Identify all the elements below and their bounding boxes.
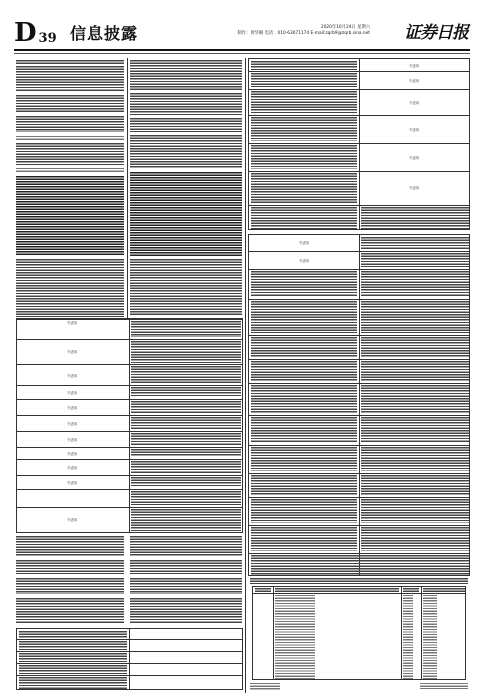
table-row-divider (17, 385, 243, 386)
masthead (14, 18, 470, 48)
table-row-divider (17, 507, 243, 508)
disclosure-table-bottom (16, 628, 243, 690)
text-block (250, 683, 280, 691)
table-text (19, 641, 127, 650)
table-text (251, 207, 357, 229)
table-text (251, 337, 357, 357)
table-cell: 不适用 (408, 156, 420, 160)
text-block (16, 60, 124, 64)
table-cell: 不适用 (408, 64, 420, 68)
table-cell: 不适用 (408, 101, 420, 105)
masthead-rule (14, 49, 470, 51)
table-row-divider (249, 269, 470, 270)
table-row-divider (249, 359, 470, 360)
text-block (16, 578, 124, 594)
table-text (361, 417, 469, 443)
disclosure-table-left (16, 318, 243, 533)
text-block (16, 168, 124, 172)
table-text (131, 366, 241, 384)
date-line: 2020年10月24日 星期六 (320, 25, 370, 30)
text-block (250, 578, 468, 584)
table-row-divider (17, 319, 243, 320)
table-row-divider (17, 475, 243, 476)
table-row-divider (17, 339, 243, 340)
table-row-divider (249, 205, 470, 206)
table-text (423, 595, 437, 679)
table-text (19, 653, 127, 662)
text-block (130, 118, 242, 132)
table-text (361, 475, 469, 495)
table-row-divider (249, 553, 470, 554)
column-divider (127, 58, 128, 320)
table-divider (273, 587, 274, 680)
table-divider (401, 587, 402, 680)
table-text (251, 527, 357, 551)
table-text (131, 341, 241, 363)
table-row-divider (249, 473, 470, 474)
table-text (251, 173, 357, 203)
table-row-divider (17, 415, 243, 416)
text-block (16, 598, 124, 624)
table-text (255, 588, 271, 592)
text-block (130, 560, 242, 574)
table-text (251, 555, 469, 575)
table-row-divider (17, 447, 243, 448)
masthead-meta (237, 25, 370, 37)
table-text (131, 417, 241, 429)
text-block (130, 172, 242, 256)
table-row-divider (249, 251, 470, 252)
table-cell: 不适用 (66, 350, 78, 354)
table-row-divider (17, 675, 243, 676)
table-cell: 不适用 (66, 374, 78, 378)
table-text (361, 499, 469, 523)
table-text (251, 385, 357, 413)
table-cell: 不适用 (66, 422, 78, 426)
page-letter: D (14, 18, 37, 48)
table-text (131, 433, 241, 445)
text-block (16, 560, 124, 574)
table-text (251, 475, 357, 495)
table-text (251, 361, 357, 381)
table-text (251, 271, 357, 297)
table-row-divider (249, 89, 470, 90)
text-block (16, 66, 124, 92)
table-text (251, 145, 357, 169)
table-cell: 不适用 (408, 79, 420, 83)
table-row-divider (249, 497, 470, 498)
table-cell: 不适用 (66, 406, 78, 410)
table-cell: 不适用 (66, 466, 78, 470)
table-text (361, 447, 469, 471)
text-block (130, 578, 242, 594)
table-text (131, 387, 241, 397)
text-block (130, 93, 242, 115)
text-block (16, 116, 124, 132)
text-block (16, 536, 124, 556)
text-block (16, 136, 124, 140)
disclosure-table-right (248, 58, 470, 230)
contact-line: 制作：黄华楠 电话：010-63071174 E-mail:zqrb9@zqrb.sina.net (237, 31, 370, 36)
table-row-divider (17, 663, 243, 664)
table-text (403, 588, 419, 592)
table-text (361, 301, 469, 333)
text-block (130, 536, 242, 556)
table-text (131, 321, 241, 337)
table-row-divider (17, 651, 243, 652)
section-title: 信息披露 (70, 24, 139, 43)
table-row-divider (249, 383, 470, 384)
table-row-divider (249, 71, 470, 72)
table-text (131, 477, 241, 487)
disclosure-table-right-middle (248, 234, 470, 576)
newspaper-logo: 证券日报 (404, 23, 468, 43)
text-block (130, 598, 242, 624)
table-text (361, 271, 469, 297)
table-text (361, 527, 469, 551)
text-block (130, 135, 242, 169)
table-row-divider (249, 335, 470, 336)
table-text (251, 447, 357, 471)
table-text (361, 237, 469, 249)
table-row-divider (249, 115, 470, 116)
text-block (420, 683, 468, 689)
table-row-divider (249, 525, 470, 526)
table-text (19, 665, 127, 674)
table-row-divider (17, 364, 243, 365)
table-cell: 不适用 (66, 321, 78, 325)
table-text (131, 461, 241, 473)
table-cell: 不适用 (408, 128, 420, 132)
table-row-divider (17, 459, 243, 460)
table-row-divider (249, 171, 470, 172)
page-num: 39 (38, 31, 57, 46)
text-block (16, 95, 124, 113)
table-row-divider (17, 399, 243, 400)
table-row-divider (17, 489, 243, 490)
table-row-divider (249, 299, 470, 300)
table-cell: 不适用 (66, 518, 78, 522)
table-cell: 不适用 (408, 186, 420, 190)
text-block (130, 259, 242, 315)
table-text (251, 301, 357, 333)
text-block (16, 143, 124, 165)
table-text (131, 401, 241, 413)
table-text (251, 117, 357, 141)
masthead-rule-thin (14, 53, 470, 54)
table-text (19, 677, 127, 689)
text-block (16, 259, 124, 317)
table-text (361, 207, 469, 229)
table-row-divider (17, 639, 243, 640)
table-text (251, 417, 357, 443)
summary-table (252, 586, 466, 680)
table-text (19, 631, 127, 638)
table-text (361, 253, 469, 267)
table-text (275, 595, 315, 679)
table-text (403, 595, 413, 679)
table-cell: 不适用 (298, 241, 310, 245)
text-block (130, 60, 242, 90)
table-row-divider (17, 431, 243, 432)
table-divider (129, 319, 130, 533)
table-row-divider (249, 415, 470, 416)
table-divider (421, 587, 422, 680)
table-row-divider (249, 445, 470, 446)
column-divider (245, 58, 246, 693)
table-text (251, 91, 357, 113)
table-cell: 不适用 (66, 438, 78, 442)
table-text (361, 361, 469, 381)
table-text (131, 491, 241, 505)
table-row-divider (249, 143, 470, 144)
page-number (14, 18, 57, 46)
table-cell: 不适用 (298, 259, 310, 263)
table-cell: 不适用 (66, 391, 78, 395)
table-cell: 不适用 (66, 452, 78, 456)
table-text (131, 449, 241, 457)
table-text (361, 337, 469, 357)
table-row-divider (253, 593, 466, 594)
table-text (361, 385, 469, 413)
table-text (423, 588, 465, 592)
table-text (251, 73, 357, 87)
table-text (251, 499, 357, 523)
table-text (251, 61, 357, 70)
table-text (131, 509, 241, 531)
table-cell: 不适用 (66, 481, 78, 485)
table-text (275, 588, 399, 592)
text-block (16, 176, 124, 256)
